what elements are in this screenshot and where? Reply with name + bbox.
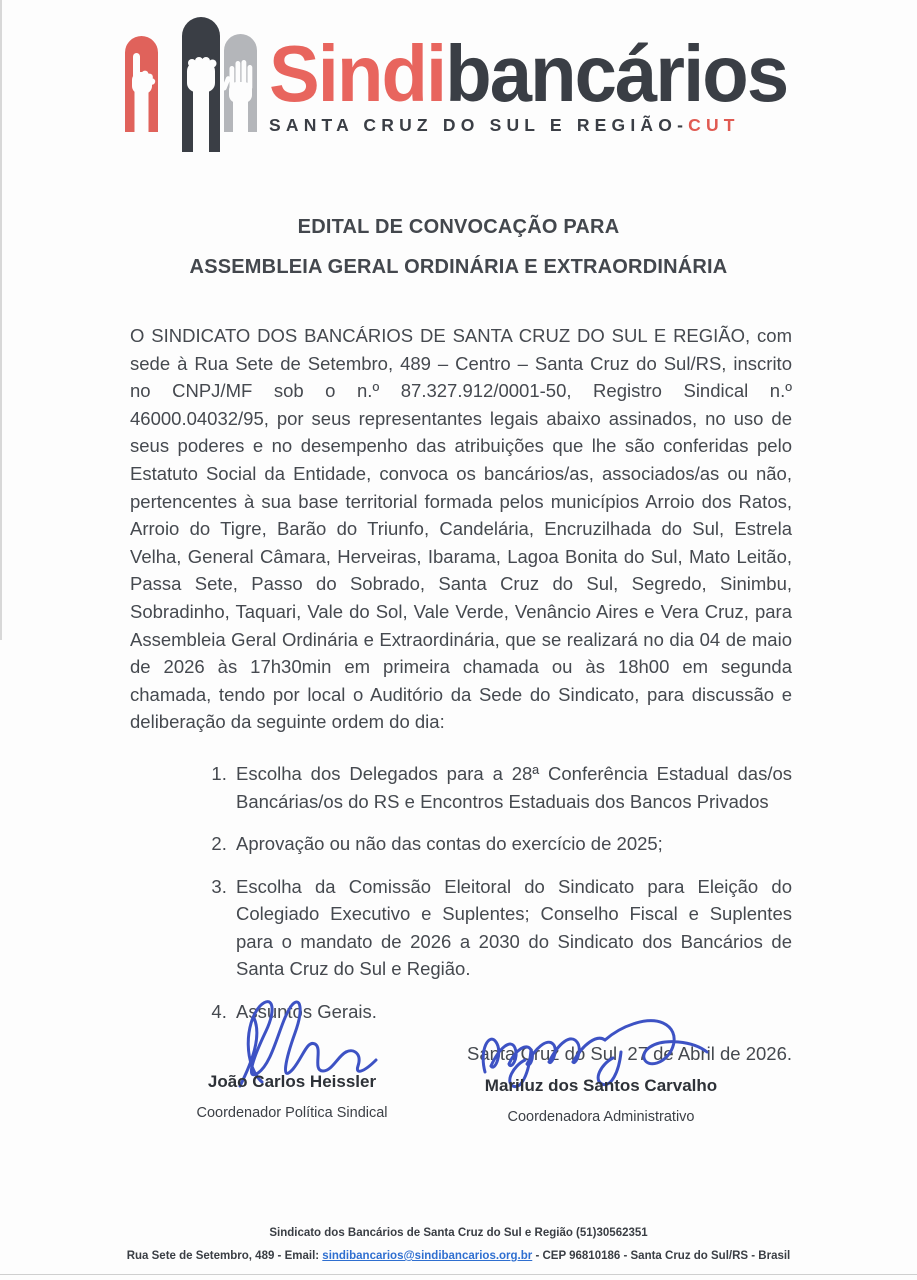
signer-role-left: Coordenador Política Sindical — [196, 1105, 388, 1121]
title-line-1: EDITAL DE CONVOCAÇÃO PARA — [297, 216, 620, 238]
brand-subtitle-cut: CUT — [688, 115, 740, 135]
footer-line-1: Sindicato dos Bancários de Santa Cruz do Sul e Região (51)30562351 — [269, 1227, 648, 1239]
logo-wordmark — [269, 12, 814, 136]
agenda-item-3: 3. Escolha da Comissão Eleitoral do Sindicato para Eleição do Colegiado Executivo e Suplentes; Conselho Fiscal e Suplentes para o mandato de 2026 a 2030 do Sindicato dos Bancários de Santa Cruz do Sul e Região. — [232, 873, 792, 983]
footer-cep: - CEP 96810186 - Santa Cruz do Sul/RS - Brasil — [532, 1250, 791, 1262]
union-logo — [123, 12, 814, 158]
signer-name-right: Mariluz dos Santos Carvalho — [484, 1076, 718, 1095]
signature-block-right — [448, 1006, 754, 1125]
scan-edge-left — [0, 0, 2, 640]
document-body — [130, 322, 792, 1067]
logo-hands-icon — [123, 12, 263, 158]
scan-edge-bottom — [0, 1274, 917, 1276]
raised-finger-icon — [125, 36, 158, 132]
footer-line-2 — [0, 1245, 917, 1268]
brand-name — [269, 29, 788, 118]
agenda-item-4: 4. Assuntos Gerais. — [232, 998, 792, 1026]
footer-address: Rua Sete de Setembro, 489 - Email: — [126, 1250, 323, 1262]
open-hand-icon — [221, 34, 257, 132]
signer-name-left: João Carlos Heissler — [207, 1072, 377, 1091]
raised-fist-icon — [182, 17, 220, 152]
signer-role-right: Coordenadora Administrativo — [507, 1109, 695, 1125]
dateline: Santa Cruz do Sul, 27 de Abril de 2026. — [467, 1042, 792, 1064]
title-line-2: ASSEMBLEIA GERAL ORDINÁRIA E EXTRAORDINÁRIA — [189, 256, 728, 278]
convocation-paragraph: O SINDICATO DOS BANCÁRIOS DE SANTA CRUZ DO SUL E REGIÃO, com sede à Rua Sete de Setembro, 489 – Centro – Santa Cruz do Sul/RS, inscrito no CNPJ/MF sob o n.º 87.327.912/0001-50, Registro Sindical n.º 46000.04032/95, por seus representantes legais abaixo assinados, no uso de seus poderes e no desempenho das atribuições que lhe são conferidas pelo Estatuto Social da Entidade, convoca os bancários/as, associados/as ou não, pertencentes à sua base territorial formada pelos municípios Arroio dos Ratos, Arroio do Tigre, Barão do Triunfo, Candelária, Encruzilhada do Sul, Estrela Velha, General Câmara, Herveiras, Ibarama, Lagoa Bonita do Sul, Mato Leitão, Passa Sete, Passo do Sobrado, Santa Cruz do Sul, Segredo, Sinimbu, Sobradinho, Taquari, Vale do Sol, Vale Verde, Venâncio Aires e Vera Cruz, para Assembleia Geral Ordinária e Extraordinária, que se realizará no dia 04 de maio de 2026 às 17h30min em primeira chamada ou às 18h00 em segunda chamada, tendo por local o Auditório da Sede do Sindicato, para discussão e deliberação da seguinte ordem do dia: — [130, 325, 792, 733]
brand-subtitle-main: SANTA CRUZ DO SUL E REGIÃO- — [269, 115, 689, 135]
document-footer — [0, 1222, 917, 1268]
brand-subtitle — [269, 115, 814, 136]
agenda-item-2: 2. Aprovação ou não das contas do exercício de 2025; — [232, 830, 792, 858]
document-title — [0, 207, 917, 287]
agenda-list — [130, 760, 792, 1026]
signature-block-left — [158, 996, 426, 1121]
brand-name-red: Sindi — [269, 29, 446, 118]
brand-name-dark: bancários — [445, 29, 788, 118]
agenda-item-1: 1. Escolha dos Delegados para a 28ª Conferência Estadual das/os Bancárias/os do RS e Encontros Estaduais dos Bancos Privados — [232, 760, 792, 815]
email-link[interactable]: sindibancarios@sindibancarios.org.br — [322, 1250, 533, 1262]
